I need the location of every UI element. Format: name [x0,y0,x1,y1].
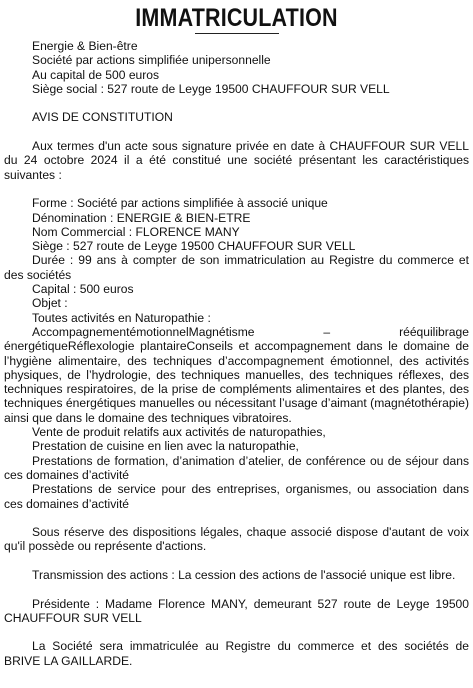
objet-item: AccompagnementémotionnelMagnétisme – rééquilibrage énergétiqueRéflexologie plantaireConseils et accompagnement dans le domaine de l’hygiène alimentaire, des techniques d’accompagnement émotionnel, des activités physiques, de l’hydrologie, des techniques manuelles, des techniques réflexes, des techniques respiratoires, de la prise de compléments alimentaires et des plantes, des techniques énergétiques manuelles ou nécessitant l’usage d’aimant (magnétothérapie) ainsi que dans le domaine des techniques vibratoires. [4,324,469,425]
reserve-paragraph: Sous réserve des dispositions légales, chaque associé dispose d'autant de voix qu'il possède ou représente d'actions. [4,525,469,554]
notice-title: IMMATRICULATION [135,4,338,32]
company-capital: Au capital de 500 euros [32,67,160,82]
objet-item: Prestations de formation, d’animation d’atelier, de conférence ou de séjour dans ces domaines d’activité [4,453,469,482]
objet-item: Toutes activités en Naturopathie : [32,310,211,325]
company-form: Société par actions simplifiée unipersonnelle [32,53,271,68]
detail-capital: Capital : 500 euros [32,282,134,297]
title-underline [195,33,279,34]
objet-item: Prestation de cuisine en lien avec la naturopathie, [32,439,299,454]
intro-paragraph: Aux termes d'un acte sous signature privée en date à CHAUFFOUR SUR VELL du 24 octobre 2024 il a été constitué une société présentant les caractéristiques suivantes : [4,139,469,182]
detail-siege: Siège : 527 route de Leyge 19500 CHAUFFOUR SUR VELL [32,239,356,254]
company-details [4,196,469,310]
registration-paragraph: La Société sera immatriculée au Registre du commerce et des sociétés de BRIVE LA GAILLARDE. [4,639,469,668]
detail-duree: Durée : 99 ans à compter de son immatriculation au Registre du commerce et des sociétés [4,253,469,282]
company-address: Siège social : 527 route de Leyge 19500 CHAUFFOUR SUR VELL [32,81,390,96]
transmission-paragraph: Transmission des actions : La cession des actions de l'associé unique est libre. [32,567,456,582]
detail-nom-commercial: Nom Commercial : FLORENCE MANY [32,224,240,239]
detail-denomination: Dénomination : ENERGIE & BIEN-ETRE [32,210,251,225]
notice-heading: AVIS DE CONSTITUTION [32,110,173,125]
detail-objet: Objet : [32,296,68,311]
objet-item: Vente de produit relatifs aux activités de naturopathies, [32,425,326,440]
objet-list [4,311,469,511]
objet-item: Prestations de service pour des entreprises, organismes, ou association dans ces domaines d’activité [4,482,469,511]
company-name: Energie & Bien-être [32,39,138,53]
president-paragraph: Présidente : Madame Florence MANY, demeurant 527 route de Leyge 19500 CHAUFFOUR SUR VELL [4,596,469,625]
company-header [4,39,469,96]
detail-forme: Forme : Société par actions simplifiée à associé unique [32,196,328,211]
